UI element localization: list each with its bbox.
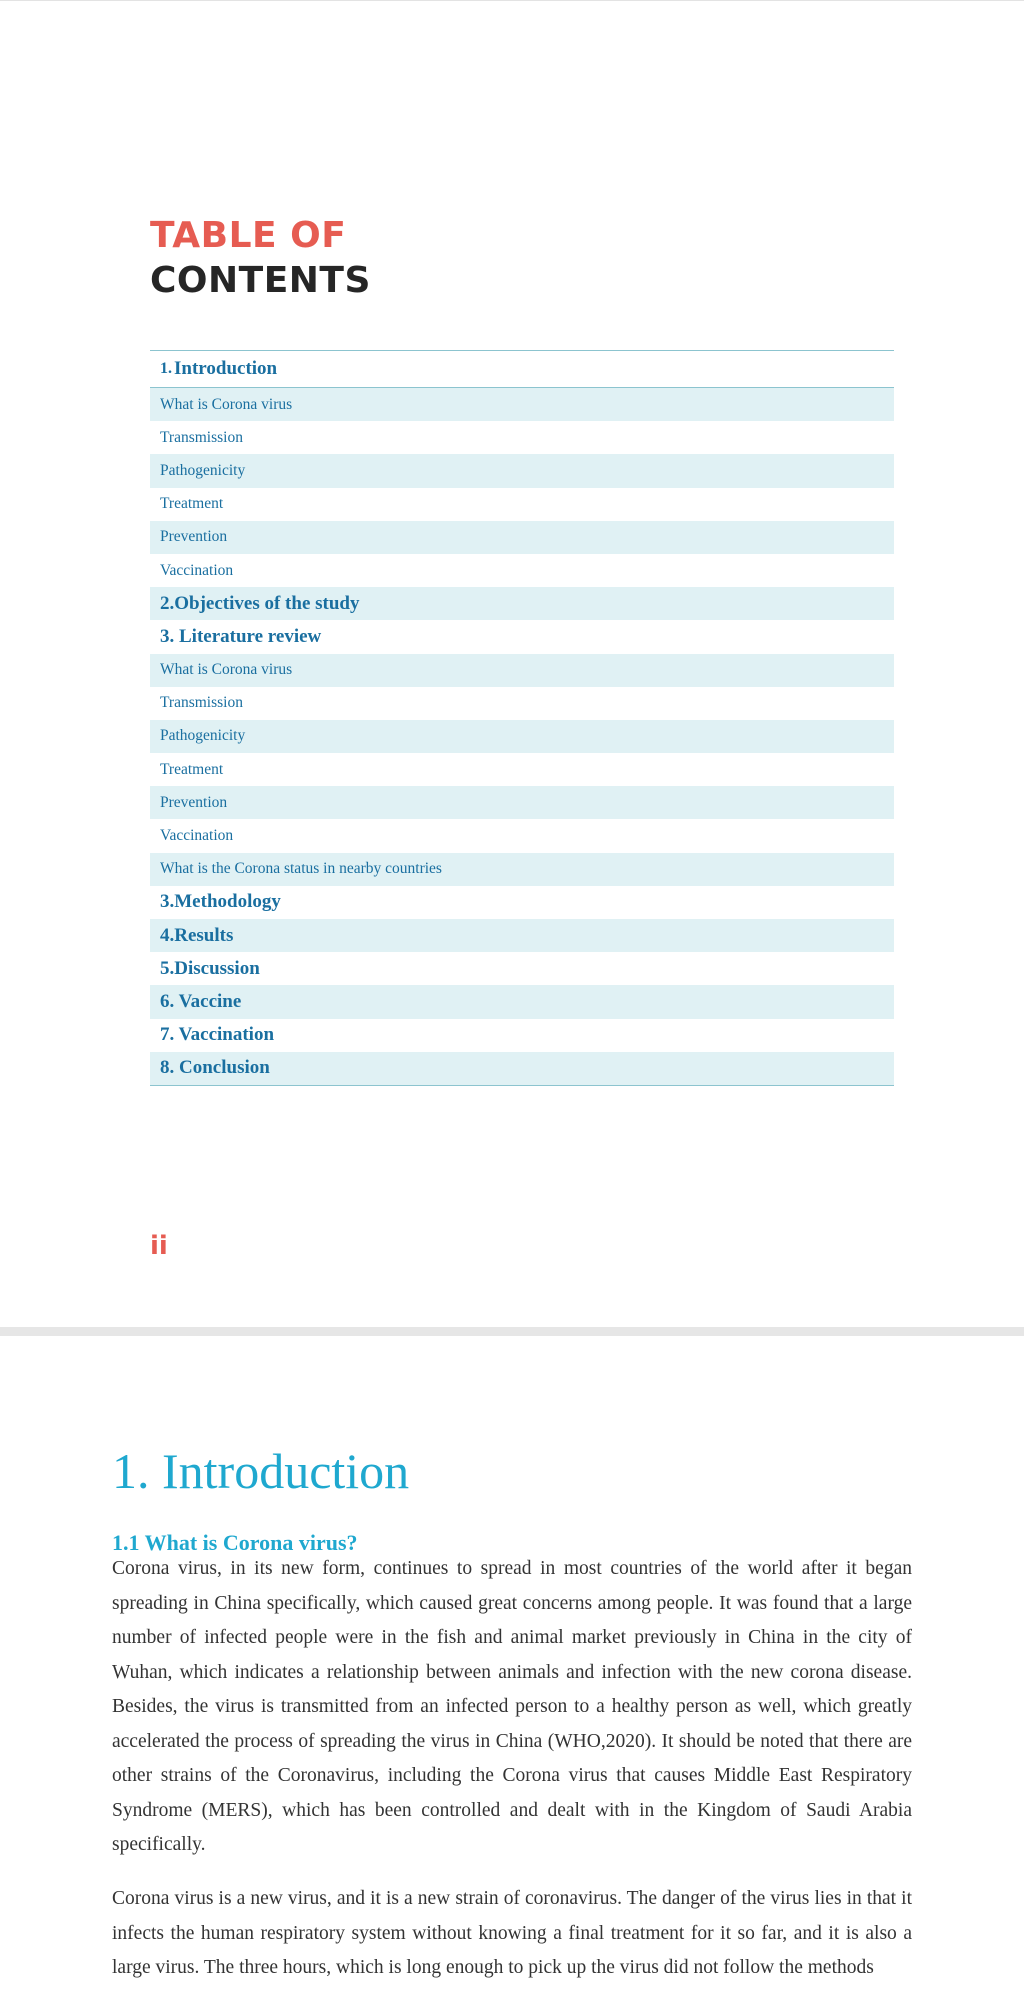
toc-item[interactable]	[150, 421, 894, 454]
toc-item-label: Vaccination	[160, 561, 234, 579]
toc-item[interactable]	[150, 587, 894, 620]
toc-item-label: Prevention	[160, 528, 228, 546]
toc-item[interactable]	[150, 952, 894, 985]
toc-item[interactable]	[150, 1019, 894, 1052]
toc-item[interactable]	[150, 720, 894, 753]
toc-item-label: Pathogenicity	[160, 461, 246, 479]
toc-item[interactable]	[150, 1052, 894, 1085]
toc-item-label: What is Corona virus	[160, 661, 293, 679]
body-paragraph-2: Corona virus is a new virus, and it is a new strain of coronavirus. The danger of the virus lies in that it infects the human respiratory system without knowing a final treatment for it so far, and it is also a large virus. The three hours, which is long enough to pick up the virus did not follow the methods	[112, 1888, 912, 1978]
toc-list	[150, 350, 894, 1086]
toc-item[interactable]	[150, 687, 894, 720]
toc-item[interactable]	[150, 853, 894, 886]
toc-item-label: What is Corona virus	[160, 395, 293, 413]
toc-item[interactable]	[150, 985, 894, 1018]
toc-item[interactable]	[150, 454, 894, 487]
toc-item[interactable]	[150, 886, 894, 919]
toc-item-label: 2.Objectives of the study	[160, 592, 360, 614]
toc-item[interactable]	[150, 554, 894, 587]
toc-item[interactable]	[150, 786, 894, 819]
toc-item[interactable]	[150, 620, 894, 653]
toc-item-label: Treatment	[160, 495, 224, 513]
toc-item[interactable]	[150, 521, 894, 554]
toc-title	[150, 213, 371, 303]
toc-item-label: 3.Methodology	[160, 891, 281, 913]
toc-item-label: 7. Vaccination	[160, 1024, 275, 1046]
toc-item[interactable]	[150, 819, 894, 852]
section-heading: 1. Introduction	[112, 1443, 410, 1499]
toc-item[interactable]	[150, 753, 894, 786]
toc-title-line2: CONTENTS	[150, 260, 371, 301]
subsection-heading: 1.1 What is Corona virus?	[112, 1530, 358, 1555]
toc-item-label: What is the Corona status in nearby countries	[160, 860, 442, 878]
toc-item-label: Treatment	[160, 760, 224, 778]
toc-item-label: Introduction	[174, 358, 278, 379]
toc-item-label: Vaccination	[160, 827, 234, 845]
toc-item-label: Transmission	[160, 428, 243, 446]
toc-item-label: 3. Literature review	[160, 625, 322, 647]
toc-item-label: Prevention	[160, 793, 228, 811]
body-paragraph-1: Corona virus, in its new form, continues to spread in most countries of the world after it began spreading in China specifically, which caused great concerns among people. It was found that a large number of infected people were in the fish and animal market previously in China in the city of Wuhan, which indicates a relationship between animals and infection with the new corona disease. Besides, the virus is transmitted from an infected person to a healthy person as well, which greatly accelerated the process of spreading the virus in China (WHO,2020). It should be noted that there are other strains of the Coronavirus, including the Corona virus that causes Middle East Respiratory Syndrome (MERS), which has been controlled and dealt with in the Kingdom of Saudi Arabia specifically.	[112, 1558, 912, 1855]
toc-item-label: 4.Results	[160, 924, 234, 946]
toc-item-label: 6. Vaccine	[160, 990, 242, 1012]
toc-title-line1: TABLE OF	[150, 215, 347, 256]
toc-item[interactable]	[150, 488, 894, 521]
toc-item-number: 1.	[160, 360, 172, 377]
toc-item-label: Pathogenicity	[160, 727, 246, 745]
toc-item-label: 5.Discussion	[160, 957, 260, 979]
toc-item-introduction[interactable]	[150, 351, 894, 388]
toc-item[interactable]	[150, 654, 894, 687]
page-separator	[0, 1327, 1024, 1336]
toc-item[interactable]	[150, 388, 894, 421]
toc-item-label: 8. Conclusion	[160, 1057, 270, 1079]
toc-item[interactable]	[150, 919, 894, 952]
page-2	[0, 1336, 1024, 2000]
toc-item-label: Transmission	[160, 694, 243, 712]
page-number: ii	[150, 1231, 168, 1261]
